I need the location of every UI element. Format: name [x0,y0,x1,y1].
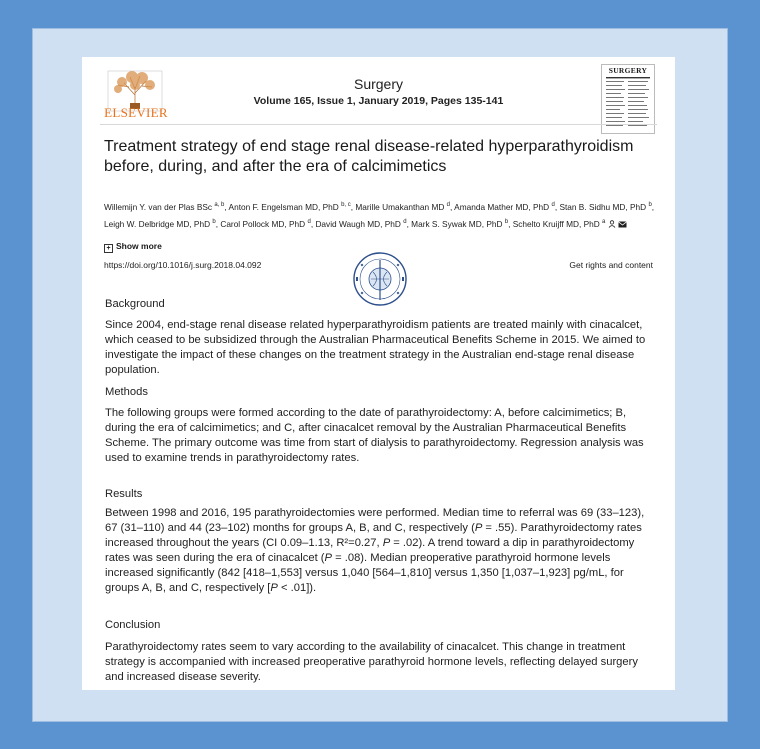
background-text: Since 2004, end-stage renal disease related hyperparathyroidism patients are treated mainly with cinacalcet, which ceased to be subsidized through the Australian Pharmaceutical Benefits Scheme in 2015. We aimed to investigate the impact of these changes on the treatment strategy in the Australian end-stage renal disease population. [105,319,646,376]
author-affiliation[interactable]: b [648,202,652,208]
author-affiliation[interactable]: a, b [214,202,225,208]
volume-issue-line[interactable]: Volume 165, Issue 1, January 2019, Pages 135-141 [253,95,504,107]
author-name[interactable]: , David Waugh MD, PhD [310,218,401,229]
author-name[interactable]: , Mark S. Sywak MD, PhD [406,218,503,229]
get-rights-link[interactable]: Get rights and content [569,260,653,270]
conclusion-heading: Conclusion [105,619,161,631]
conclusion-text: Parathyroidectomy rates seem to vary according to the availability of cinacalcet. This change in treatment strategy is accompanied with increased preoperative parathyroid hormone levels, reflecting delayed surgery and increased disease severity. [105,641,638,683]
doi-link[interactable]: https://doi.org/10.1016/j.surg.2018.04.092 [104,260,262,270]
results-text-part: Between 1998 and 2016, 195 parathyroidectomies were performed. Median time to referral was 69 (33–123), 67 (31–110) and 44 (23–102) months for groups A, B, and C, respectively ( [105,507,645,534]
p-value-symbol: P [270,582,278,594]
p-value-symbol: P [382,537,391,549]
results-text-part: < .01]). [277,582,317,594]
p-value-symbol: P [324,552,332,564]
article-page [82,57,675,690]
author-affiliation[interactable]: d [403,218,407,225]
author-name[interactable]: , Marille Umakanthan MD [350,201,445,212]
email-icon[interactable] [618,221,627,228]
author-affiliation[interactable]: d [551,202,555,208]
journal-name[interactable]: Surgery [353,76,404,92]
author-affiliation[interactable]: d [446,202,451,208]
author-name[interactable]: , Schelto Kruijff MD, PhD [508,218,600,229]
results-heading: Results [105,488,143,500]
show-more-button[interactable] [104,241,162,253]
author-affiliation[interactable]: a [602,218,606,225]
results-text-part: = .08). Median preoperative parathyroid hormone levels increased significantly (842 [418–1,553] versus 1,040 [564–1,810] versus 1,350 [1,037–1,923] pg/mL, for groups A, B, and C, respectively [ [105,552,624,594]
author-affiliation[interactable]: b [504,218,509,225]
cover-contents-lines [606,77,650,129]
background-heading: Background [105,298,165,310]
person-icon[interactable] [608,220,616,228]
methods-text: The following groups were formed according to the date of parathyroidectomy: A, before calcimimetics; B, during the era of calcimimetics; and C, after cinacalcet removal by the Australian Pharmaceutical Benefits Scheme. The primary outcome was time from start of dialysis to parathyroidectomy. Regression analysis was used to examine trends in parathyroidectomy rates. [105,407,644,464]
expand-icon: + [104,244,113,253]
author-name[interactable]: Willemijn Y. van der Plas BSc [104,201,213,212]
author-affiliation[interactable]: b, c [341,202,351,208]
cover-title: SURGERY [608,66,648,75]
author-list [104,198,664,232]
methods-heading: Methods [105,386,148,398]
society-seal-icon [341,250,419,308]
author-name[interactable]: , Anton F. Engelsman MD, PhD [224,201,339,212]
author-name[interactable]: , Carol Pollock MD, PhD [215,218,306,229]
author-affiliation[interactable]: b [212,218,216,225]
author-name[interactable]: , Amanda Mather MD, PhD [450,201,550,212]
elsevier-wordmark: ELSEVIER [104,105,168,120]
article-title: Treatment strategy of end stage renal disease-related hyperparathyroidism before, during, and after the era of calcimimetics [104,138,634,175]
results-text-part: = .55). Parathyroidectomy rates increased throughout the years (CI 0.09–1.13, R²=0.27, [105,522,642,549]
p-value-symbol: P [474,522,483,534]
author-affiliation[interactable]: d [307,218,311,225]
results-text [105,506,655,596]
author-name[interactable]: , Stan B. Sidhu MD, PhD [554,201,647,212]
author-name[interactable]: , Leigh W. Delbridge MD, PhD [104,201,655,229]
header-divider [100,124,657,125]
results-text-part: = .02). A trend toward a dip in parathyroidectomy rates was seen during the era of cinacalcet ( [105,537,635,564]
show-more-label: Show more [116,241,162,251]
